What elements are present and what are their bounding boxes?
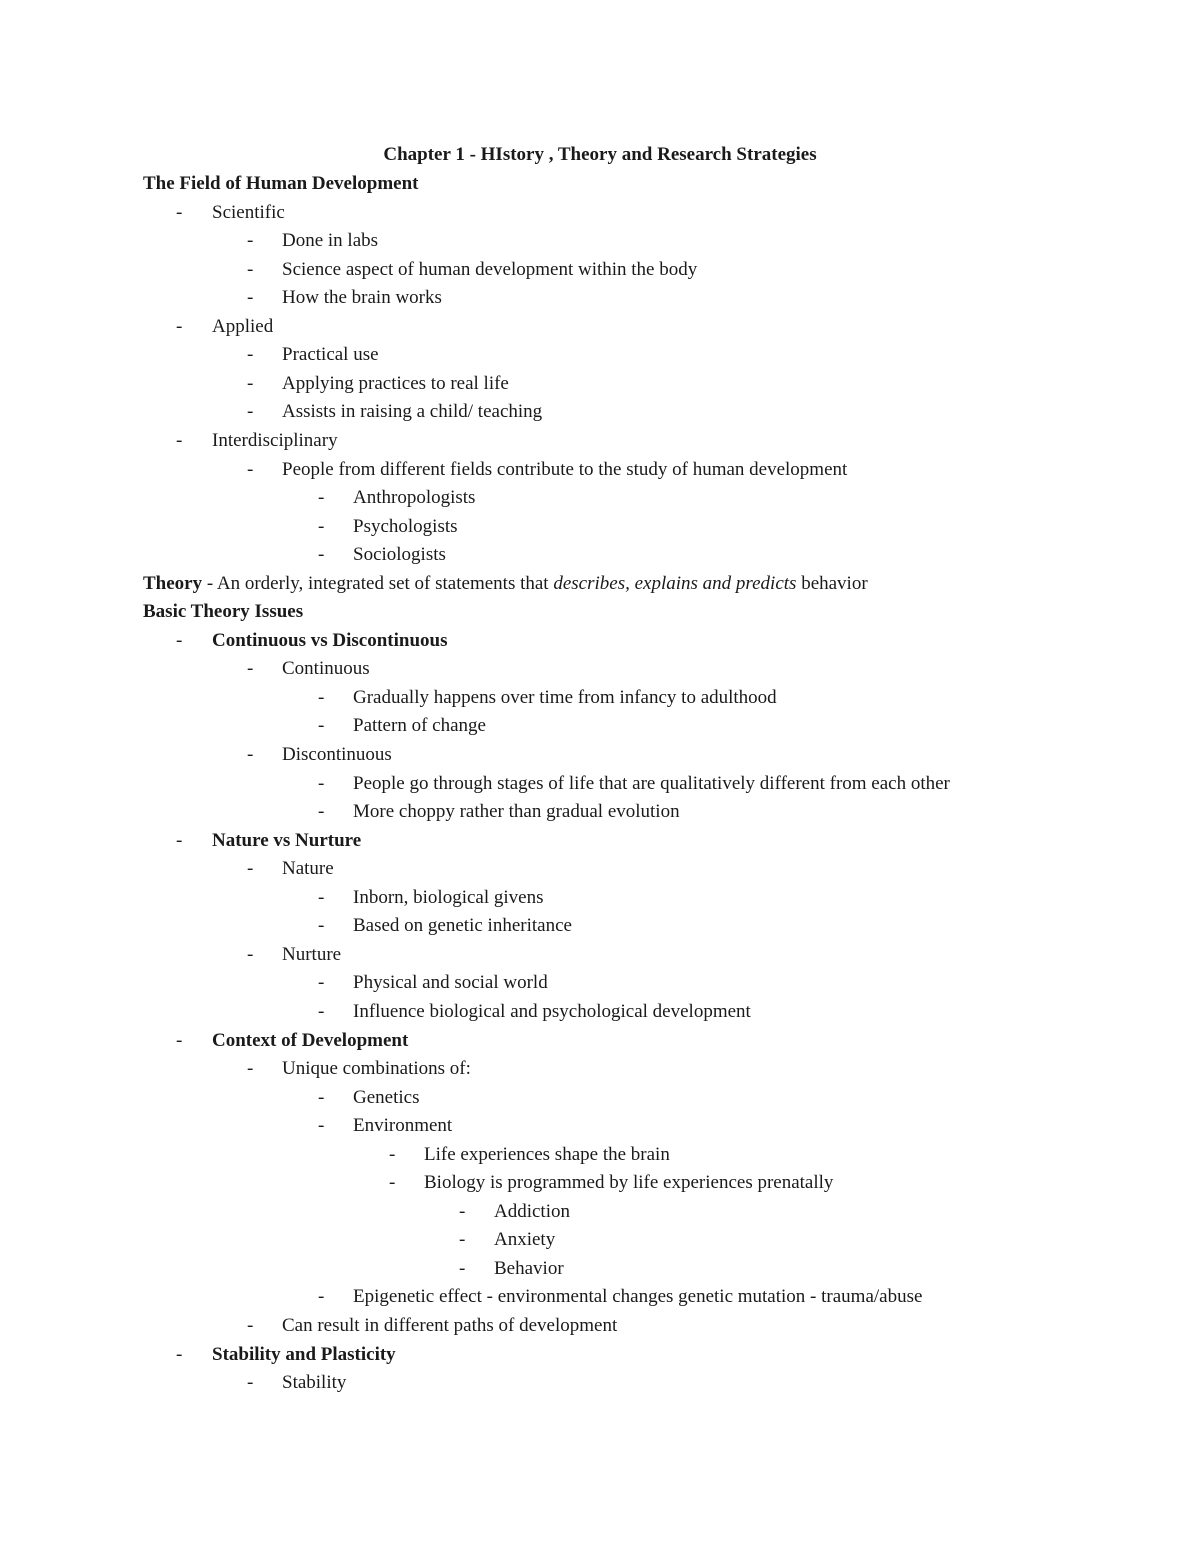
bullet-dash: - — [247, 858, 254, 879]
list-item: Influence biological and psychological development — [353, 1001, 751, 1022]
list-item: Gradually happens over time from infancy to adulthood — [353, 687, 777, 708]
bullet-dash: - — [247, 344, 254, 365]
bullet-dash: - — [247, 944, 254, 965]
list-item: Behavior — [494, 1258, 564, 1279]
list-item: More choppy rather than gradual evolution — [353, 801, 680, 822]
bullet-dash: - — [247, 459, 254, 480]
bullet-dash: - — [247, 287, 254, 308]
list-item: People from different fields contribute to the study of human development — [282, 459, 848, 480]
list-item: Physical and social world — [353, 972, 548, 993]
list-item: Stability — [282, 1372, 347, 1393]
bullet-dash: - — [318, 972, 325, 993]
bullet-dash: - — [318, 773, 325, 794]
list-item: Continuous — [282, 658, 370, 679]
list-item: Biology is programmed by life experiences prenatally — [424, 1172, 834, 1193]
subsection-heading: Stability and Plasticity — [212, 1344, 396, 1365]
section-heading: The Field of Human Development — [143, 173, 419, 194]
bullet-dash: - — [176, 316, 183, 337]
section-heading: Basic Theory Issues — [143, 601, 304, 622]
bullet-dash: - — [389, 1144, 396, 1165]
bullet-dash: - — [318, 887, 325, 908]
list-item: Unique combinations of: — [282, 1058, 471, 1079]
bullet-dash: - — [459, 1229, 466, 1250]
list-item: Based on genetic inheritance — [353, 915, 572, 936]
definition-text-end: behavior — [796, 573, 868, 594]
bullet-dash: - — [318, 516, 325, 537]
bullet-dash: - — [176, 630, 183, 651]
list-item: Anxiety — [494, 1229, 556, 1250]
bullet-dash: - — [247, 1058, 254, 1079]
document-title: Chapter 1 - HIstory , Theory and Research Strategies — [383, 144, 817, 165]
bullet-dash: - — [247, 373, 254, 394]
list-item: Psychologists — [353, 516, 458, 537]
list-item: Discontinuous — [282, 744, 392, 765]
list-item: Science aspect of human development within the body — [282, 259, 698, 280]
list-item: Environment — [353, 1115, 453, 1136]
definition-text: - An orderly, integrated set of statements that — [202, 573, 554, 594]
list-item: Genetics — [353, 1087, 420, 1108]
bullet-dash: - — [247, 1372, 254, 1393]
bullet-dash: - — [318, 1087, 325, 1108]
bullet-dash: - — [318, 1001, 325, 1022]
subsection-heading: Nature vs Nurture — [212, 830, 362, 851]
bullet-dash: - — [459, 1258, 466, 1279]
bullet-dash: - — [247, 259, 254, 280]
bullet-dash: - — [176, 1030, 183, 1051]
list-item: Practical use — [282, 344, 379, 365]
bullet-dash: - — [247, 230, 254, 251]
bullet-dash: - — [176, 202, 183, 223]
definition-term: Theory — [143, 573, 203, 594]
list-item: Nature — [282, 858, 334, 879]
bullet-dash: - — [176, 830, 183, 851]
bullet-dash: - — [459, 1201, 466, 1222]
list-item: Applying practices to real life — [282, 373, 509, 394]
bullet-dash: - — [247, 658, 254, 679]
definition-emphasis: describes, explains and predicts — [553, 573, 797, 594]
list-item: Life experiences shape the brain — [424, 1144, 670, 1165]
list-item: Nurture — [282, 944, 342, 965]
list-item: Applied — [212, 316, 274, 337]
bullet-dash: - — [318, 687, 325, 708]
bullet-dash: - — [389, 1172, 396, 1193]
bullet-dash: - — [176, 1344, 183, 1365]
bullet-dash: - — [318, 715, 325, 736]
list-item: Can result in different paths of development — [282, 1315, 618, 1336]
bullet-dash: - — [318, 487, 325, 508]
list-item: Done in labs — [282, 230, 379, 251]
list-item: Scientific — [212, 202, 285, 223]
bullet-dash: - — [318, 801, 325, 822]
list-item: Inborn, biological givens — [353, 887, 544, 908]
subsection-heading: Continuous vs Discontinuous — [212, 630, 448, 651]
list-item: People go through stages of life that are qualitatively different from each other — [353, 773, 950, 794]
bullet-dash: - — [318, 915, 325, 936]
list-item: Pattern of change — [353, 715, 486, 736]
list-item: Anthropologists — [353, 487, 476, 508]
bullet-dash: - — [318, 1115, 325, 1136]
subsection-heading: Context of Development — [212, 1030, 409, 1051]
bullet-dash: - — [247, 744, 254, 765]
list-item: Assists in raising a child/ teaching — [282, 401, 543, 422]
bullet-dash: - — [318, 1286, 325, 1307]
list-item: Sociologists — [353, 544, 446, 565]
list-item: Interdisciplinary — [212, 430, 338, 451]
definition-line — [143, 570, 868, 598]
bullet-dash: - — [247, 401, 254, 422]
bullet-dash: - — [247, 1315, 254, 1336]
list-item: How the brain works — [282, 287, 442, 308]
list-item: Epigenetic effect - environmental changes genetic mutation - trauma/abuse — [353, 1286, 923, 1307]
list-item: Addiction — [494, 1201, 570, 1222]
bullet-dash: - — [318, 544, 325, 565]
bullet-dash: - — [176, 430, 183, 451]
